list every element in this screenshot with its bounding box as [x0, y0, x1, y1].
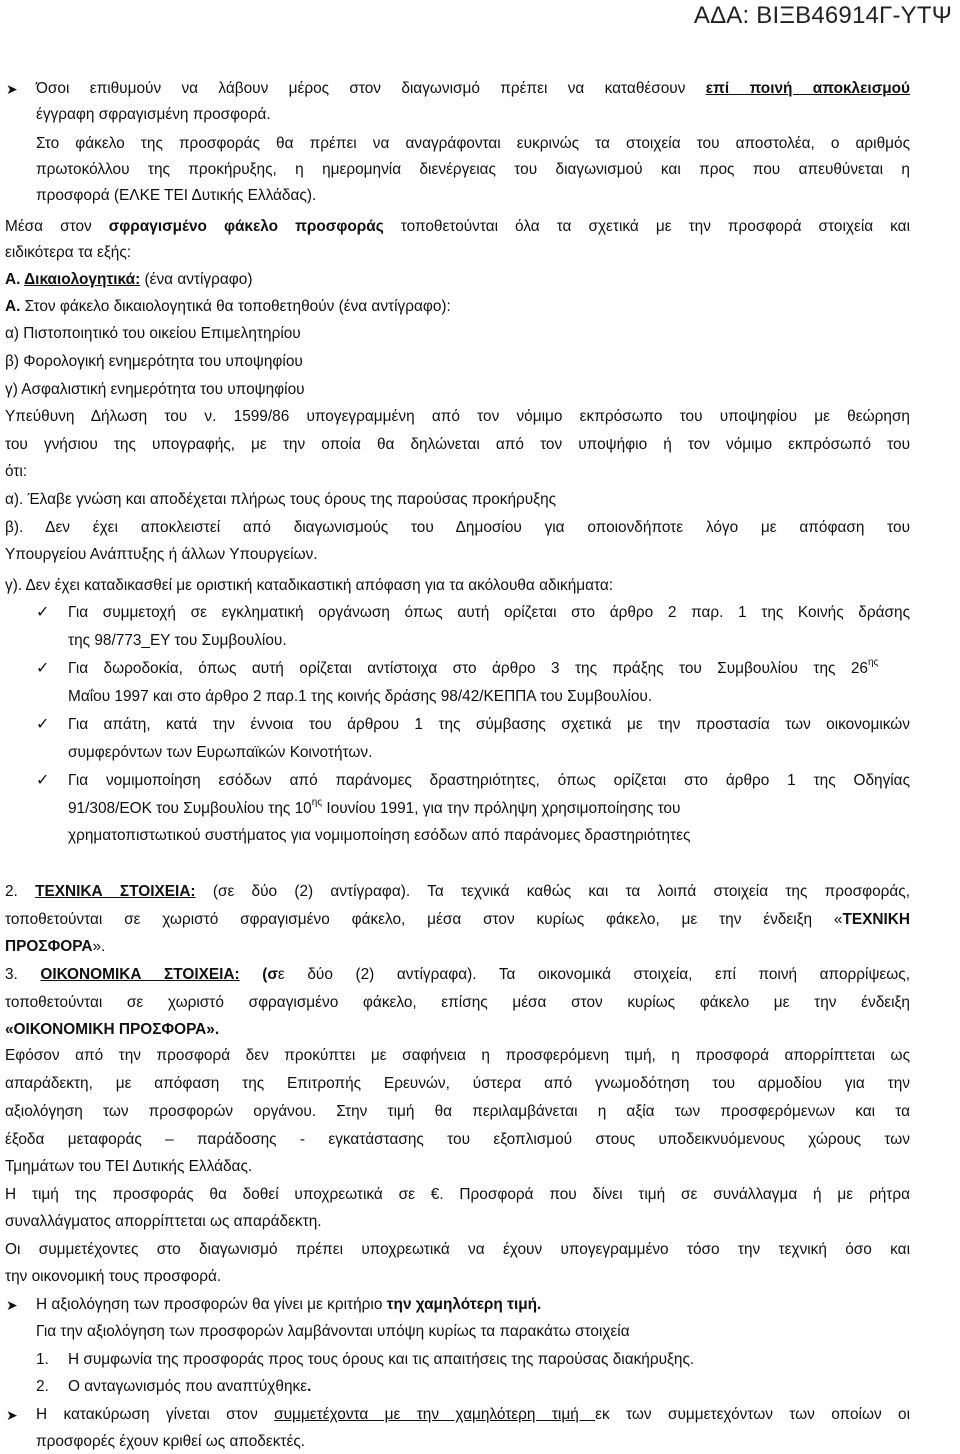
economic-line-1: 3. ΟΙΚΟΝΟΜΙΚΑ ΣΤΟΙΧΕΙΑ: (σε δύο (2) αντίγραφα). Τα οικονομικά στοιχεία, επί ποινή απορρίψεως,	[5, 966, 910, 983]
award-line-1: Η κατακύρωση γίνεται στον συμμετέχοντα με την χαμηλότερη τιμή εκ των συμμετεχόντων των οποίων οι	[36, 1406, 910, 1423]
offense-3-line-1: Για απάτη, κατά την έννοια του άρθρου 1 της σύμβασης σχετικά με την προστασία των οικονομικών	[68, 716, 910, 733]
section-a-item-c: γ) Ασφαλιστική ενημερότητα του υποψηφίου	[5, 381, 305, 398]
paragraph-1-line-3: αξιολόγηση των προσφορών οργάνου. Στην τιμή θα περιλαμβάνεται η αξία των προσφερόμενων και τα	[5, 1103, 910, 1120]
technical-line-2: τοποθετούνται σε χωριστό σφραγισμένο φάκελο, μέσα στον κυρίως φάκελο, με την ένδειξη «ΤΕΧΝΙΚΗ	[5, 911, 910, 928]
declaration-line-2: του γνήσιου της υπογραφής, με την οποία θα δηλώνεται από τον υποψήφιο ή τον νόμιμο εκπρόσωπό του	[5, 436, 910, 453]
economic-line-3: «ΟΙΚΟΝΟΜΙΚΗ ΠΡΟΣΦΟΡΑ».	[5, 1021, 220, 1038]
checkmark-icon: ✓	[36, 772, 50, 789]
offense-1-line-2: της 98/773_ΕΥ του Συμβουλίου.	[68, 632, 287, 649]
declaration-a: α). Έλαβε γνώση και αποδέχεται πλήρως τους όρους της παρούσας προκήρυξης	[5, 491, 557, 508]
paragraph-1-line-4: έξοδα μεταφοράς – παράδοσης - εγκατάστασης του εξοπλισμού στους υποδεικνυόμενους χώρους των	[5, 1131, 910, 1148]
arrow-bullet-icon: ➤	[6, 1407, 18, 1423]
intro-line-7: ειδικότερα τα εξής:	[5, 244, 132, 261]
paragraph-1-line-1: Εφόσον από την προσφορά δεν προκύπτει με σαφήνεια η προσφερόμενη τιμή, η προσφορά απορρίπτεται ως	[5, 1047, 910, 1064]
intro-line-2: έγγραφη σφραγισμένη προσφορά.	[36, 106, 271, 123]
paragraph-3-line-1: Οι συμμετέχοντες στο διαγωνισμό πρέπει υποχρεωτικά να έχουν υπογεγραμμένο τόσο την τεχνική όσο και	[5, 1241, 910, 1258]
evaluation-number-2: 2.	[36, 1378, 49, 1395]
evaluation-line-1: Η αξιολόγηση των προσφορών θα γίνει με κριτήριο την χαμηλότερη τιμή.	[36, 1296, 542, 1313]
declaration-line-1: Υπεύθυνη Δήλωση του ν. 1599/86 υπογεγραμμένη από τον νόμιμο εκπρόσωπο του υποψηφίου με θεώρηση	[5, 408, 910, 425]
section-a-item-b: β) Φορολογική ενημερότητα του υποψηφίου	[5, 353, 303, 370]
declaration-line-3: ότι:	[5, 463, 28, 480]
offense-2-line-2: Μαΐου 1997 και στο άρθρο 2 παρ.1 της κοινής δράσης 98/42/ΚΕΠΠΑ του Συμβουλίου.	[68, 688, 653, 705]
paragraph-1-line-5: Τμημάτων του ΤΕΙ Δυτικής Ελλάδας.	[5, 1158, 253, 1175]
checkmark-icon: ✓	[36, 660, 50, 677]
arrow-bullet-icon: ➤	[6, 81, 18, 97]
checkmark-icon: ✓	[36, 604, 50, 621]
arrow-bullet-icon: ➤	[6, 1297, 18, 1313]
paragraph-3-line-2: την οικονομική τους προσφορά.	[5, 1268, 222, 1285]
checkmark-icon: ✓	[36, 716, 50, 733]
evaluation-item-2: Ο ανταγωνισμός που αναπτύχθηκε.	[68, 1378, 312, 1395]
offense-1-line-1: Για συμμετοχή σε εγκληματική οργάνωση όπως αυτή ορίζεται στο άρθρο 2 παρ. 1 της Κοινής δράσης	[68, 604, 910, 621]
section-a-item-a: α) Πιστοποιητικό του οικείου Επιμελητηρίου	[5, 325, 301, 342]
paragraph-2-line-1: Η τιμή της προσφοράς θα δοθεί υποχρεωτικά σε €. Προσφορά που δίνει τιμή σε συνάλλαγμα ή με ρήτρα	[5, 1186, 910, 1203]
intro-line-6: Μέσα στον σφραγισμένο φάκελο προσφοράς τοποθετούνται όλα τα σχετικά με την προσφορά στοιχεία και	[5, 218, 910, 235]
section-a-heading: Α. Δικαιολογητικά: (ένα αντίγραφο)	[5, 271, 253, 288]
paragraph-1-line-2: απαράδεκτη, με απόφαση της Επιτροπής Ερευνών, ύστερα από γνωμοδότηση του αρμοδίου για την	[5, 1075, 910, 1092]
award-line-2: προσφορές έχουν κριθεί ως αποδεκτές.	[36, 1433, 306, 1450]
offense-4-line-3: χρηματοπιστωτικού συστήματος για νομιμοποίηση εσόδων από παράνομες δραστηριότητες	[68, 827, 691, 844]
offense-3-line-2: συμφερόντων των Ευρωπαϊκών Κοινοτήτων.	[68, 744, 373, 761]
offense-2-line-1: Για δωροδοκία, όπως αυτή ορίζεται αντίστοιχα στο άρθρο 3 της πράξης του Συμβουλίου της $26^{\eta\varsigma}$	[68, 657, 879, 677]
declaration-c: γ). Δεν έχει καταδικασθεί με οριστική καταδικαστική απόφαση για τα ακόλουθα αδικήματα:	[5, 577, 614, 594]
intro-line-4: πρωτοκόλλου της προκήρυξης, η ημερομηνία διενέργειας του διαγωνισμού και προς που απευθύνεται η	[36, 161, 910, 178]
intro-line-5: προσφορά (ΕΛΚΕ ΤΕΙ Δυτικής Ελλάδας).	[36, 187, 317, 204]
technical-line-1: 2. ΤΕΧΝΙΚΑ ΣΤΟΙΧΕΙΑ: (σε δύο (2) αντίγραφα). Τα τεχνικά καθώς και τα λοιπά στοιχεία της προσφοράς,	[5, 883, 910, 900]
paragraph-2-line-2: συναλλάγματος απορρίπτεται ως απαράδεκτη.	[5, 1213, 322, 1230]
section-a-line-2: Α. Στον φάκελο δικαιολογητικά θα τοποθετηθούν (ένα αντίγραφο):	[5, 298, 451, 315]
declaration-b-line-2: Υπουργείου Ανάπτυξης ή άλλων Υπουργείων.	[5, 546, 318, 563]
declaration-b-line-1: β). Δεν έχει αποκλειστεί από διαγωνισμούς του Δημοσίου για οποιονδήποτε λόγο με απόφαση του	[5, 519, 910, 536]
evaluation-line-2: Για την αξιολόγηση των προσφορών λαμβάνονται υπόψη κυρίως τα παρακάτω στοιχεία	[36, 1323, 630, 1340]
offense-4-line-2: 91/308/ΕΟΚ του Συμβουλίου της $10^{\eta\varsigma}$ Ιουνίου 1991, για την πρόληψη χρησιμοποίησης του	[68, 797, 681, 817]
intro-line-1: Όσοι επιθυμούν να λάβουν μέρος στον διαγωνισμό πρέπει να καταθέσουν επί ποινή αποκλεισμού	[36, 80, 911, 97]
intro-line-3: Στο φάκελο της προσφοράς θα πρέπει να αναγράφονται ευκρινώς τα στοιχεία του αποστολέα, ο αριθμός	[36, 135, 910, 152]
ada-header: ΑΔΑ: ΒΙΞΒ46914Γ-ΥΤΨ	[693, 2, 952, 29]
technical-line-3: ΠΡΟΣΦΟΡΑ».	[5, 938, 106, 955]
economic-line-2: τοποθετούνται σε χωριστό σφραγισμένο φάκελο, επίσης μέσα στον κυρίως φάκελο με την ένδειξη	[5, 994, 910, 1011]
evaluation-number-1: 1.	[36, 1351, 49, 1368]
offense-4-line-1: Για νομιμοποίηση εσόδων από παράνομες δραστηριότητες, όπως ορίζεται στο άρθρο 1 της Οδηγίας	[68, 772, 910, 789]
evaluation-item-1: Η συμφωνία της προσφοράς προς τους όρους και τις απαιτήσεις της παρούσας διακήρυξης.	[68, 1351, 695, 1368]
